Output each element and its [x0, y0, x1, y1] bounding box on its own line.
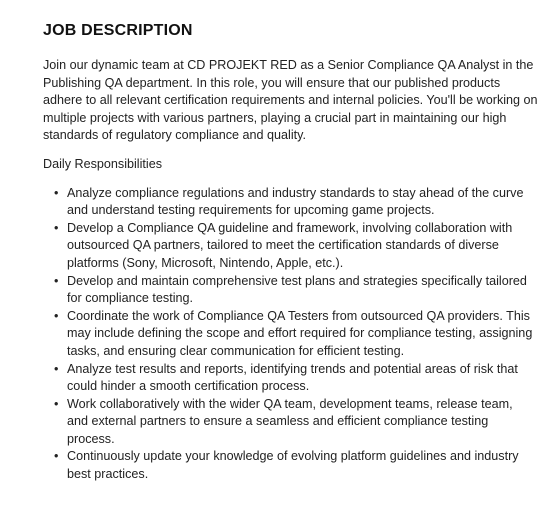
bullet-icon: • — [54, 273, 59, 288]
list-item — [54, 396, 537, 449]
bullet-icon: • — [54, 220, 59, 235]
bullet-icon: • — [54, 308, 59, 323]
bullet-icon: • — [54, 396, 59, 411]
bullet-icon: • — [54, 361, 59, 376]
intro-paragraph: Join our dynamic team at CD PROJEKT RED as a Senior Compliance QA Analyst in the Publishing QA department. In this role, you will ensure that our published products adhere to all relevant certification requirements and internal policies. You'll be working on multiple projects with various partners, playing a crucial part in maintaining our high standards of regulatory compliance and quality. — [43, 58, 538, 143]
list-item-text: Continuously update your knowledge of evolving platform guidelines and industry best practices. — [67, 449, 519, 482]
bullet-icon: • — [54, 449, 59, 464]
list-item-text: Work collaboratively with the wider QA team, development teams, release team, and external partners to ensure a seamless and efficient compliance testing process. — [67, 396, 513, 446]
list-item — [54, 220, 537, 273]
list-item-text: Analyze compliance regulations and industry standards to stay ahead of the curve and understand testing requirements for upcoming game projects. — [67, 185, 524, 218]
list-item — [54, 448, 537, 483]
list-item — [54, 308, 537, 361]
responsibilities-heading: Daily Responsibilities — [43, 156, 162, 171]
list-item-text: Develop a Compliance QA guideline and framework, involving collaboration with outsourced QA partners, tailored to meet the certification standards of diverse platforms (Sony, Microsoft, Nintendo, Apple, etc.). — [67, 220, 513, 270]
section-title: JOB DESCRIPTION — [43, 22, 193, 39]
bullet-icon: • — [54, 185, 59, 200]
list-item — [54, 273, 537, 308]
list-item — [54, 361, 537, 396]
list-item-text: Analyze test results and reports, identifying trends and potential areas of risk that could hinder a smooth certification process. — [67, 361, 518, 394]
responsibilities-list — [43, 185, 540, 484]
list-item — [54, 185, 537, 220]
list-item-text: Develop and maintain comprehensive test plans and strategies specifically tailored for compliance testing. — [67, 273, 527, 306]
list-item-text: Coordinate the work of Compliance QA Testers from outsourced QA providers. This may include defining the scope and effort required for compliance testing, assigning tasks, and ensuring clear communication for efficient testing. — [67, 308, 533, 358]
